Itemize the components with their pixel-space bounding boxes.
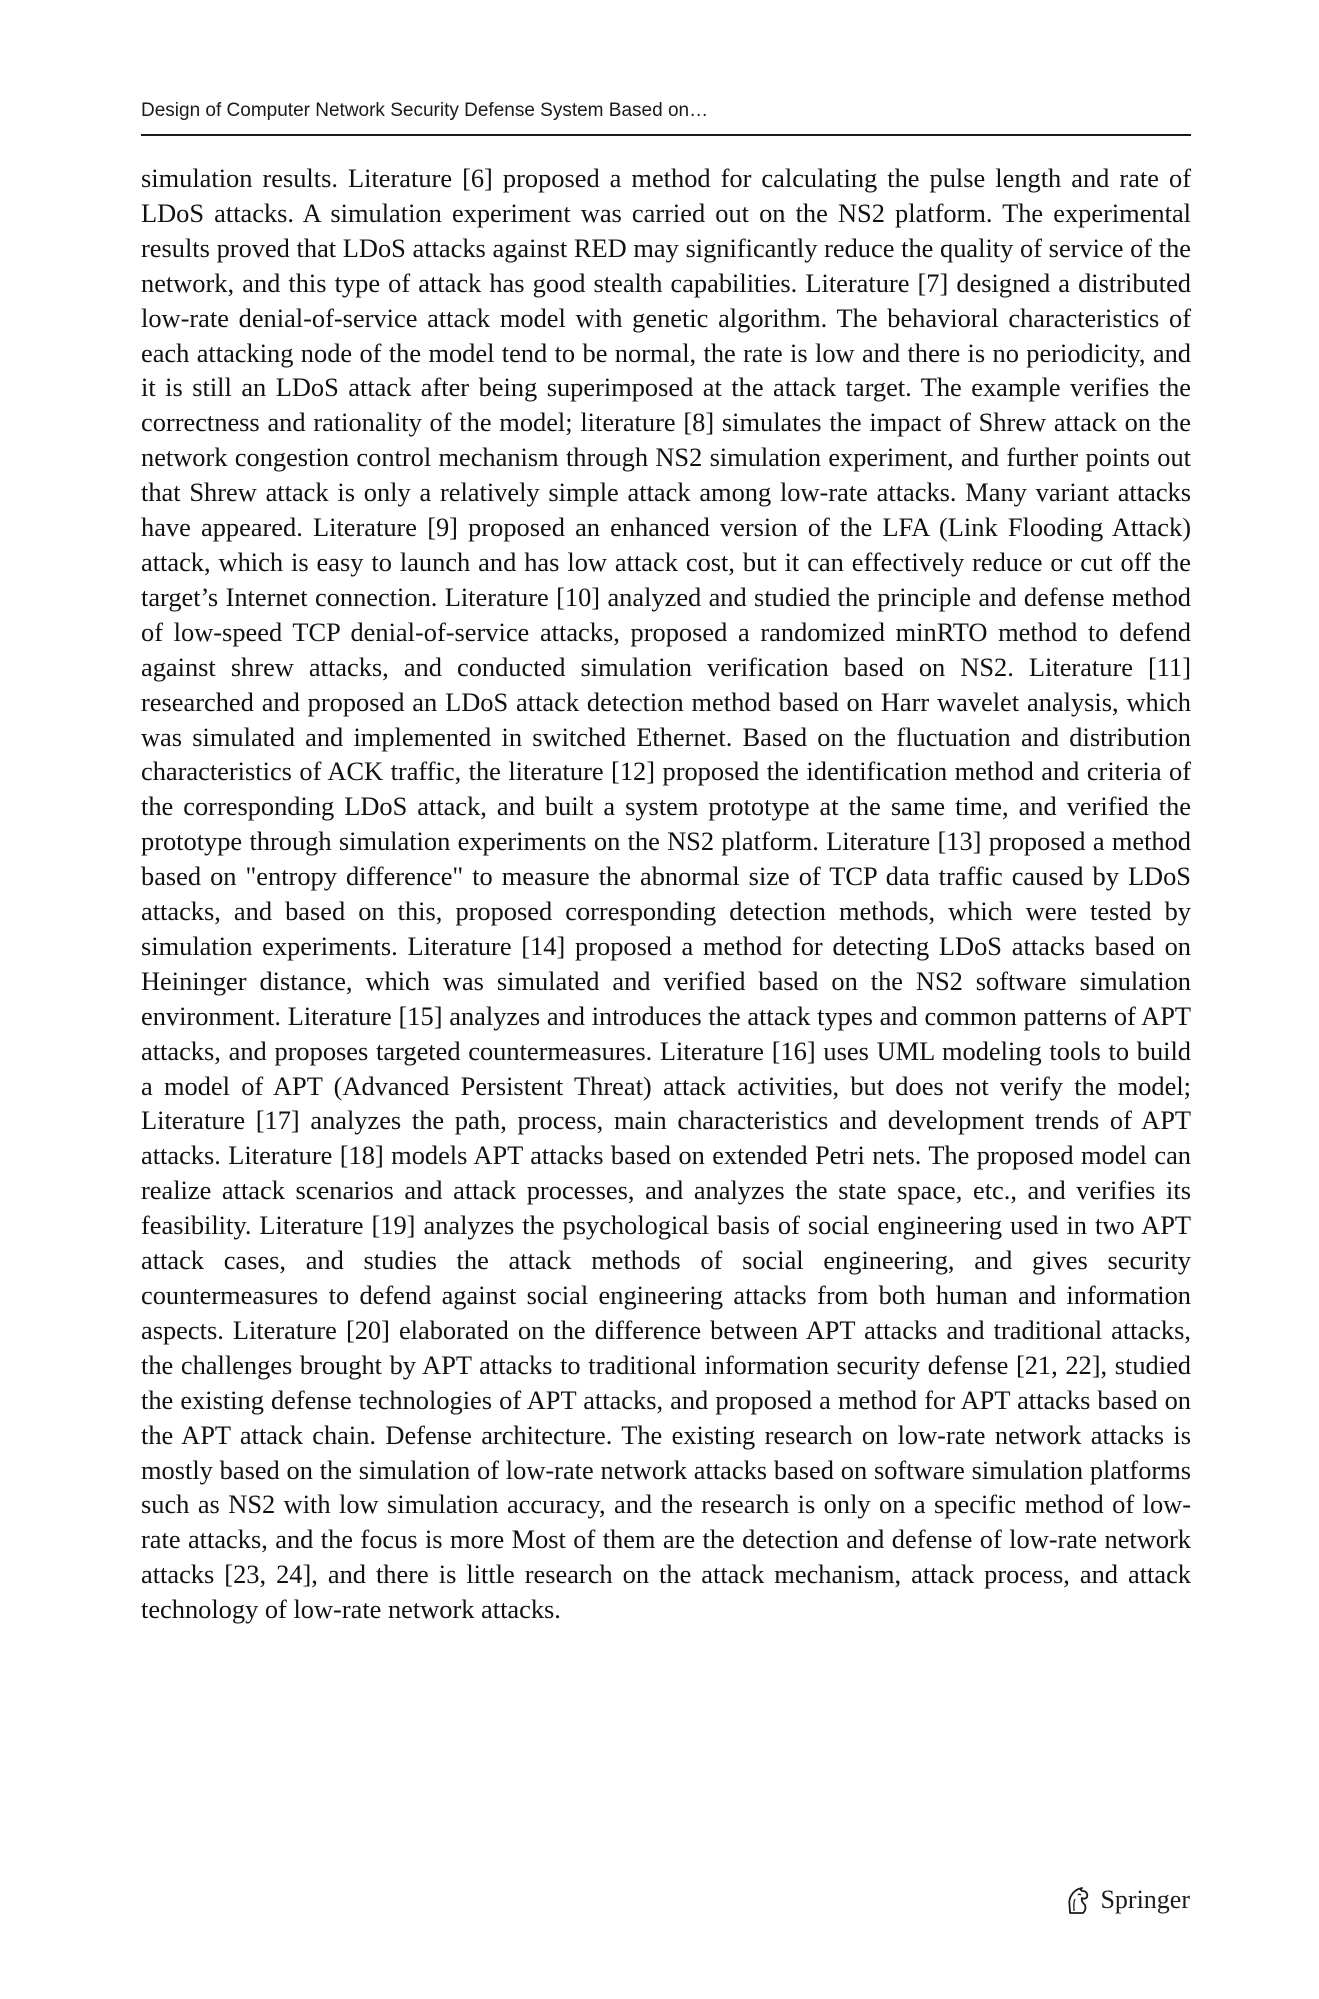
body-paragraph: simulation results. Literature [6] proposed a method for calculating the pulse length and rate of LDoS attacks. A simulation experiment was carried out on the NS2 platform. The experimental results proved that LDoS attacks against RED may significantly reduce the quality of service of the network, and this type of attack has good stealth capabilities. Literature [7] designed a distributed low-rate denial-of-service attack model with genetic algorithm. The behavioral characteristics of each attacking node of the model tend to be normal, the rate is low and there is no periodicity, and it is still an LDoS attack after being superimposed at the attack target. The example verifies the correctness and rationality of the model; literature [8] simulates the impact of Shrew attack on the network congestion control mechanism through NS2 simulation experiment, and further points out that Shrew attack is only a relatively simple attack among low-rate attacks. Many variant attacks have appeared. Literature [9] proposed an enhanced version of the LFA (Link Flooding Attack) attack, which is easy to launch and has low attack cost, but it can effectively reduce or cut off the target’s Internet connection. Literature [10] analyzed and studied the principle and defense method of low-speed TCP denial-of-service attacks, proposed a randomized minRTO method to defend against shrew attacks, and conducted simulation verification based on NS2. Literature [11] researched and proposed an LDoS attack detection method based on Harr wavelet analysis, which was simulated and implemented in switched Ethernet. Based on the fluctuation and distribution characteristics of ACK traffic, the literature [12] proposed the identification method and criteria of the corresponding LDoS attack, and built a system prototype at the same time, and verified the prototype through simulation experiments on the NS2 platform. Literature [13] proposed a method based on "entropy difference" to measure the abnormal size of TCP data traffic caused by LDoS attacks, and based on this, proposed corresponding detection methods, which were tested by simulation experiments. Literature [14] proposed a method for detecting LDoS attacks based on Heininger distance, which was simulated and verified based on the NS2 software simulation environment. Literature [15] analyzes and introduces the attack types and common patterns of APT attacks, and proposes targeted countermeasures. Literature [16] uses UML modeling tools to build a model of APT (Advanced Persistent Threat) attack activities, but does not verify the model; Literature [17] analyzes the path, process, main characteristics and development trends of APT attacks. Literature [18] models APT attacks based on extended Petri nets. The proposed model can realize attack scenarios and attack processes, and analyzes the state space, etc., and verifies its feasibility. Literature [19] analyzes the psychological basis of social engineering used in two APT attack cases, and studies the attack methods of social engineering, and gives security countermeasures to defend against social engineering attacks from both human and information aspects. Literature [20] elaborated on the difference between APT attacks and traditional attacks, the challenges brought by APT attacks to traditional information security defense [21, 22], studied the existing defense technologies of APT attacks, and proposed a method for APT attacks based on the APT attack chain. Defense architecture. The existing research on low-rate network attacks is mostly based on the simulation of low-rate network attacks based on software simulation platforms such as NS2 with low simulation accuracy, and the research is only on a specific method of low-rate attacks, and the focus is more Most of them are the detection and defense of low-rate network attacks [23, 24], and there is little research on the attack mechanism, attack process, and attack technology of low-rate network attacks.	[141, 163, 1191, 1625]
springer-horse-logo-icon	[1064, 1885, 1092, 1915]
running-header: Design of Computer Network Security Defense System Based on…	[141, 100, 709, 121]
publisher-logo	[1064, 1885, 1190, 1915]
header-rule	[141, 134, 1191, 136]
publisher-name: Springer	[1100, 1885, 1190, 1914]
